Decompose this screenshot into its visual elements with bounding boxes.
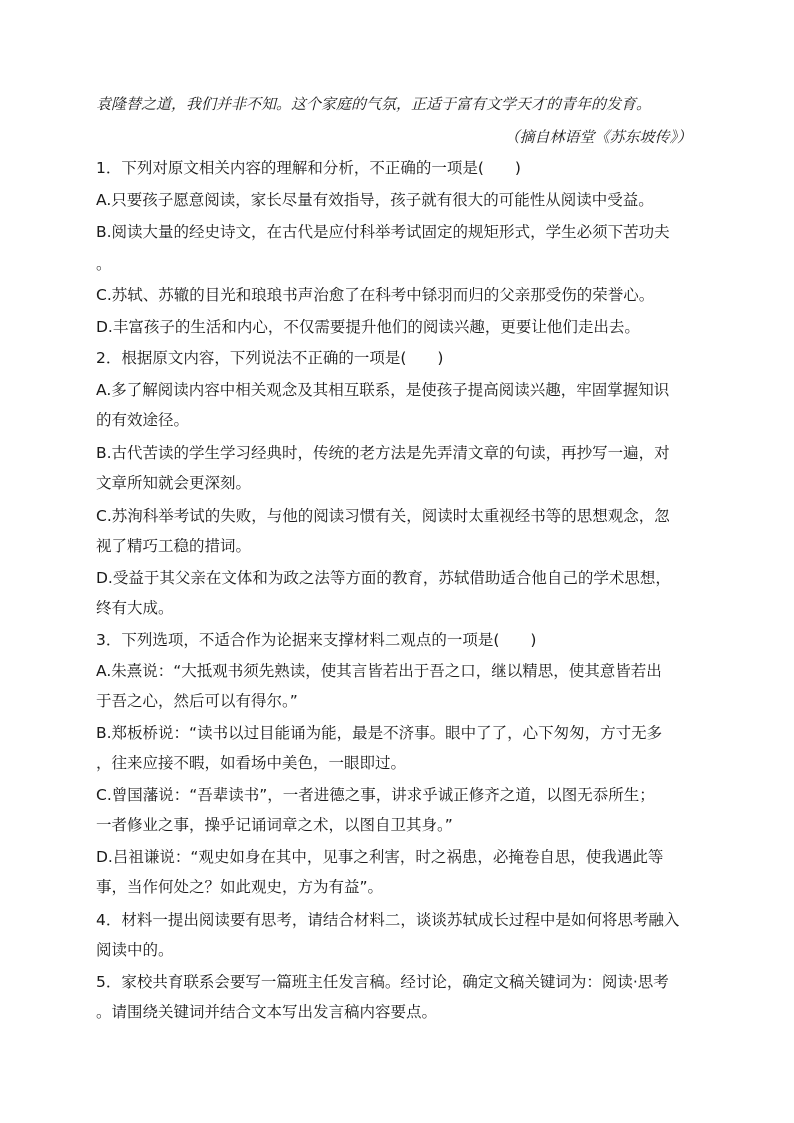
question-3-option-c: C.曾国藩说：“吾辈读书”，一者进德之事，讲求乎诚正修齐之道，以图无忝所生； [96, 786, 655, 804]
question-2-option-d-cont: 终有大成。 [96, 599, 174, 617]
question-1-option-d: D.丰富孩子的生活和内心，不仅需要提升他们的阅读兴趣，更要让他们走出去。 [96, 318, 640, 336]
question-3-option-b: B.郑板桥说：“读书以过目能诵为能，最是不济事。眼中了了，心下匆匆，方寸无多 [96, 724, 663, 742]
question-2-option-d: D.受益于其父亲在文体和为政之法等方面的教育，苏轼借助适合他自己的学术思想， [96, 569, 671, 587]
question-1-stem: 1．下列对原文相关内容的理解和分析，不正确的一项是( ) [96, 159, 521, 177]
question-4-stem: 4．材料一提出阅读要有思考，请结合材料二，谈谈苏轼成长过程中是如何将思考融入 [96, 911, 680, 929]
question-1-option-b: B.阅读大量的经史诗文，在古代是应付科举考试固定的规矩形式，学生必须下苦功夫 [96, 223, 670, 241]
question-5-stem: 5．家校共育联系会要写一篇班主任发言稿。经讨论，确定文稿关键词为：阅读·思考 [96, 973, 669, 991]
question-2-option-b: B.古代苦读的学生学习经典时，传统的老方法是先弄清文章的句读，再抄写一遍，对 [96, 444, 670, 462]
excerpt-last-line: 袁隆替之道，我们并非不知。这个家庭的气氛，正适于富有文学天才的青年的发育。 [96, 95, 652, 113]
question-3-option-d: D.吕祖谦说：“观史如身在其中，见事之利害，时之祸患，必掩卷自思，使我遇此等 [96, 848, 664, 866]
question-5-stem-cont: 。请围绕关键词并结合文本写出发言稿内容要点。 [96, 1003, 438, 1021]
question-2-option-b-cont: 文章所知就会更深刻。 [96, 474, 252, 492]
question-2-option-c: C.苏洵科举考试的失败，与他的阅读习惯有关，阅读时太重视经书等的思想观念，忽 [96, 507, 670, 525]
question-3-option-c-cont: 一者修业之事，操乎记诵词章之术，以图自卫其身。” [96, 816, 453, 834]
excerpt-citation: （摘自林语堂《苏东坡传》） [504, 128, 692, 146]
question-1-option-c: C.苏轼、苏辙的目光和琅琅书声治愈了在科考中铩羽而归的父亲那受伤的荣誉心。 [96, 286, 655, 304]
question-3-option-a: A.朱熹说：“大抵观书须先熟读，使其言皆若出于吾之口，继以精思，使其意皆若出 [96, 662, 662, 680]
question-3-option-d-cont: 事，当作何处之？如此观史，方为有益”。 [96, 878, 384, 896]
question-2-option-a-cont: 的有效途径。 [96, 411, 190, 429]
question-2-option-c-cont: 视了精巧工稳的措词。 [96, 537, 252, 555]
question-3-option-b-cont: ，往来应接不暇，如看场中美色，一眼即过。 [96, 754, 407, 772]
question-3-option-a-cont: 于吾之心，然后可以有得尔。” [96, 692, 298, 710]
question-4-stem-cont: 阅读中的。 [96, 941, 174, 959]
question-2-option-a: A.多了解阅读内容中相关观念及其相互联系，是使孩子提高阅读兴趣，牢固掌握知识 [96, 381, 670, 399]
question-1-option-b-cont: 。 [96, 255, 112, 273]
question-2-stem: 2．根据原文内容，下列说法不正确的一项是( ) [96, 349, 444, 367]
question-1-option-a: A.只要孩子愿意阅读，家长尽量有效指导，孩子就有很大的可能性从阅读中受益。 [96, 191, 654, 209]
question-3-stem: 3．下列选项，不适合作为论据来支撑材料二观点的一项是( ) [96, 631, 537, 649]
